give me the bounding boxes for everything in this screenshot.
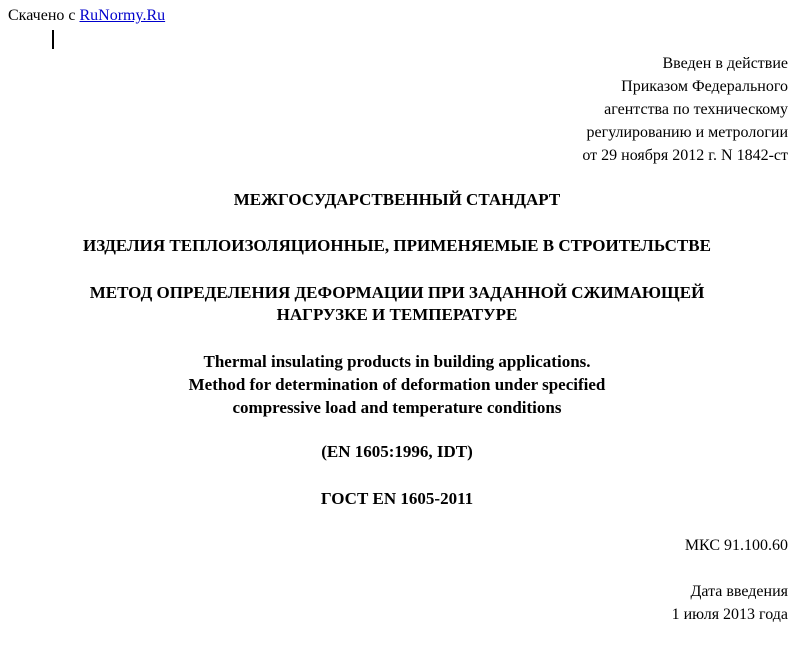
title-en-line: Thermal insulating products in building applications. [203, 352, 591, 371]
source-line [8, 6, 165, 26]
mks-code: МКС 91.100.60 [684, 537, 788, 554]
enactment-line: Приказом Федерального [621, 78, 788, 95]
standard-heading: МЕЖГОСУДАРСТВЕННЫЙ СТАНДАРТ [233, 190, 561, 209]
date-line: Дата введения [690, 583, 788, 600]
runormy-link[interactable]: RuNormy.Ru [79, 7, 166, 24]
document-title-ru: ИЗДЕЛИЯ ТЕПЛОИЗОЛЯЦИОННЫЕ, ПРИМЕНЯЕМЫЕ В СТРОИТЕЛЬСТВЕ [83, 236, 711, 255]
enactment-line: агентства по техническому [604, 101, 788, 118]
method-title-line: МЕТОД ОПРЕДЕЛЕНИЯ ДЕФОРМАЦИИ ПРИ ЗАДАННОЙ СЖИМАЮЩЕЙ [89, 283, 705, 302]
introduction-date [672, 580, 788, 626]
method-title-line: НАГРУЗКЕ И ТЕМПЕРАТУРЕ [276, 305, 518, 324]
method-title-ru [0, 282, 794, 326]
document-title-en [0, 350, 794, 419]
enactment-note [582, 52, 788, 167]
enactment-line: от 29 ноября 2012 г. N 1842-ст [582, 147, 788, 164]
source-prefix: Скачено с [8, 7, 76, 24]
enactment-line: Введен в действие [662, 55, 788, 72]
gost-number: ГОСТ EN 1605-2011 [320, 489, 474, 508]
date-line: 1 июля 2013 года [671, 606, 788, 623]
title-en-line: Method for determination of deformation under specified [188, 375, 606, 394]
enactment-line: регулированию и метрологии [586, 124, 788, 141]
en-reference: (EN 1605:1996, IDT) [321, 442, 473, 461]
text-cursor [52, 30, 54, 49]
title-en-line: compressive load and temperature conditions [232, 398, 562, 417]
